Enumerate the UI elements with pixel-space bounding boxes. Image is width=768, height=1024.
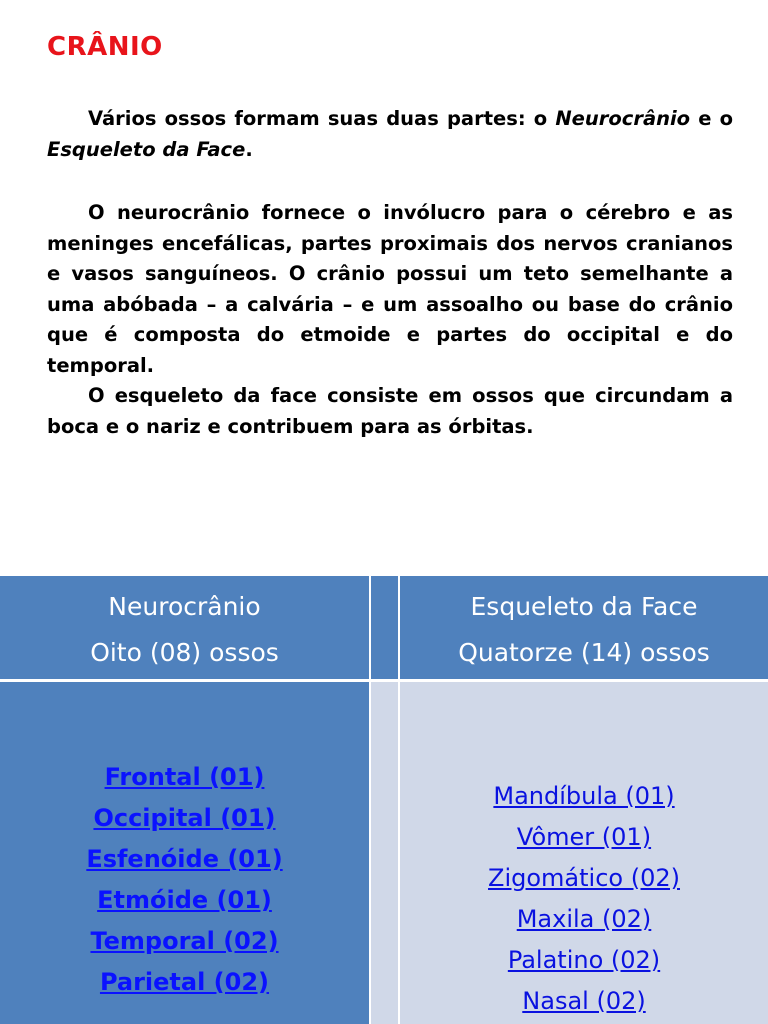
neurocranio-bones-cell <box>0 682 369 1024</box>
bone-link-occipital[interactable]: Occipital (01) <box>93 804 276 832</box>
paragraph-intro-part3: . <box>245 137 253 161</box>
paragraph-esqueleto-face-text: O esqueleto da face consiste em ossos que circundam a boca e o nariz e contribuem para as órbitas. <box>47 384 733 438</box>
esqueleto-face-header-count: Quatorze (14) ossos <box>458 638 710 667</box>
esqueleto-face-header <box>400 576 768 679</box>
esqueleto-face-bones-cell <box>400 682 768 1024</box>
neurocranio-term: Neurocrânio <box>555 107 691 130</box>
bone-link-palatino[interactable]: Palatino (02) <box>507 946 661 974</box>
bone-link-vomer[interactable]: Vômer (01) <box>516 823 652 851</box>
bone-link-zigomatico[interactable]: Zigomático (02) <box>488 864 680 892</box>
neurocranio-header-count: Oito (08) ossos <box>90 638 279 667</box>
esqueleto-face-bones-list <box>400 776 768 1022</box>
body-spacer <box>371 682 398 1024</box>
bones-table <box>0 576 768 1024</box>
bone-link-etmoide[interactable]: Etmóide (01) <box>97 886 272 914</box>
bone-link-nasal[interactable]: Nasal (02) <box>522 987 646 1015</box>
bone-link-esfenoide[interactable]: Esfenóide (01) <box>86 845 283 873</box>
paragraph-intro <box>47 104 733 165</box>
paragraph-neurocranio-text: O neurocrânio fornece o invólucro para o cérebro e as meninges encefálicas, partes proximais dos nervos cranianos e vasos sanguíneos. O crânio possui um teto semelhante a uma abóbada – a calvária – e um assoalho ou base do crânio que é composta do etmoide e partes do occipital e do temporal. <box>47 201 733 377</box>
neurocranio-header-title: Neurocrânio <box>108 592 261 621</box>
header-spacer <box>371 576 398 679</box>
page-title: CRÂNIO <box>47 32 163 62</box>
paragraph-esqueleto-face <box>47 381 733 442</box>
paragraph-intro-part1: Vários ossos formam suas duas partes: o <box>88 107 556 130</box>
neurocranio-bones-list <box>0 757 369 1003</box>
bone-link-frontal[interactable]: Frontal (01) <box>104 763 265 791</box>
bone-link-parietal[interactable]: Parietal (02) <box>99 968 270 996</box>
esqueleto-face-term: Esqueleto da Face <box>47 137 246 161</box>
bone-link-maxila[interactable]: Maxila (02) <box>516 905 652 933</box>
paragraph-intro-part2: e o <box>690 107 733 130</box>
bone-link-mandibula[interactable]: Mandíbula (01) <box>493 782 675 810</box>
esqueleto-face-header-title: Esqueleto da Face <box>470 592 698 621</box>
paragraph-neurocranio <box>47 198 733 381</box>
neurocranio-header <box>0 576 369 679</box>
bone-link-temporal[interactable]: Temporal (02) <box>90 927 279 955</box>
